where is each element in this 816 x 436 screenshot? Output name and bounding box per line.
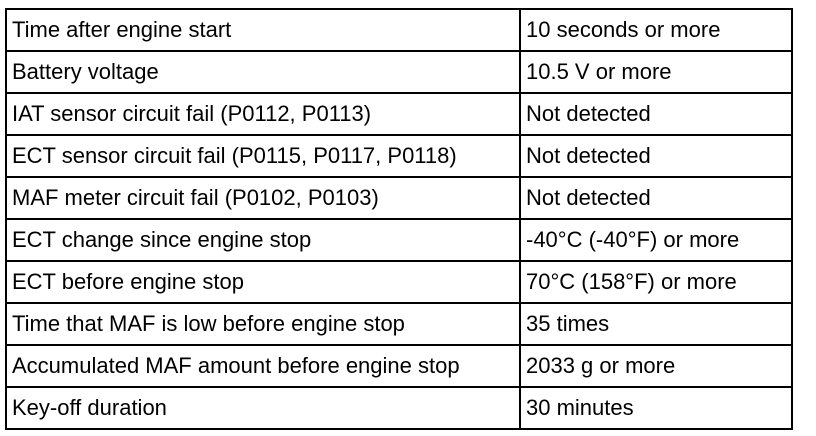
table-row — [6, 93, 792, 135]
value-cell: 70°C (158°F) or more — [520, 261, 792, 303]
conditions-table — [5, 8, 793, 430]
value-cell: 35 times — [520, 303, 792, 345]
parameter-cell: ECT before engine stop — [6, 261, 520, 303]
value-cell: 30 minutes — [520, 387, 792, 429]
table-row — [6, 9, 792, 51]
value-cell: Not detected — [520, 135, 792, 177]
value-cell: 10.5 V or more — [520, 51, 792, 93]
parameter-cell: ECT sensor circuit fail (P0115, P0117, P0118) — [6, 135, 520, 177]
table-row — [6, 177, 792, 219]
parameter-cell: ECT change since engine stop — [6, 219, 520, 261]
table-row — [6, 261, 792, 303]
value-cell: -40°C (-40°F) or more — [520, 219, 792, 261]
parameter-cell: IAT sensor circuit fail (P0112, P0113) — [6, 93, 520, 135]
parameter-cell: Battery voltage — [6, 51, 520, 93]
table-row — [6, 135, 792, 177]
value-cell: 10 seconds or more — [520, 9, 792, 51]
table-row — [6, 303, 792, 345]
parameter-cell: Time that MAF is low before engine stop — [6, 303, 520, 345]
table-row — [6, 51, 792, 93]
table-row — [6, 345, 792, 387]
table-row — [6, 387, 792, 429]
value-cell: 2033 g or more — [520, 345, 792, 387]
parameter-cell: MAF meter circuit fail (P0102, P0103) — [6, 177, 520, 219]
value-cell: Not detected — [520, 93, 792, 135]
parameter-cell: Time after engine start — [6, 9, 520, 51]
table-row — [6, 219, 792, 261]
value-cell: Not detected — [520, 177, 792, 219]
parameter-cell: Key-off duration — [6, 387, 520, 429]
parameter-cell: Accumulated MAF amount before engine stop — [6, 345, 520, 387]
